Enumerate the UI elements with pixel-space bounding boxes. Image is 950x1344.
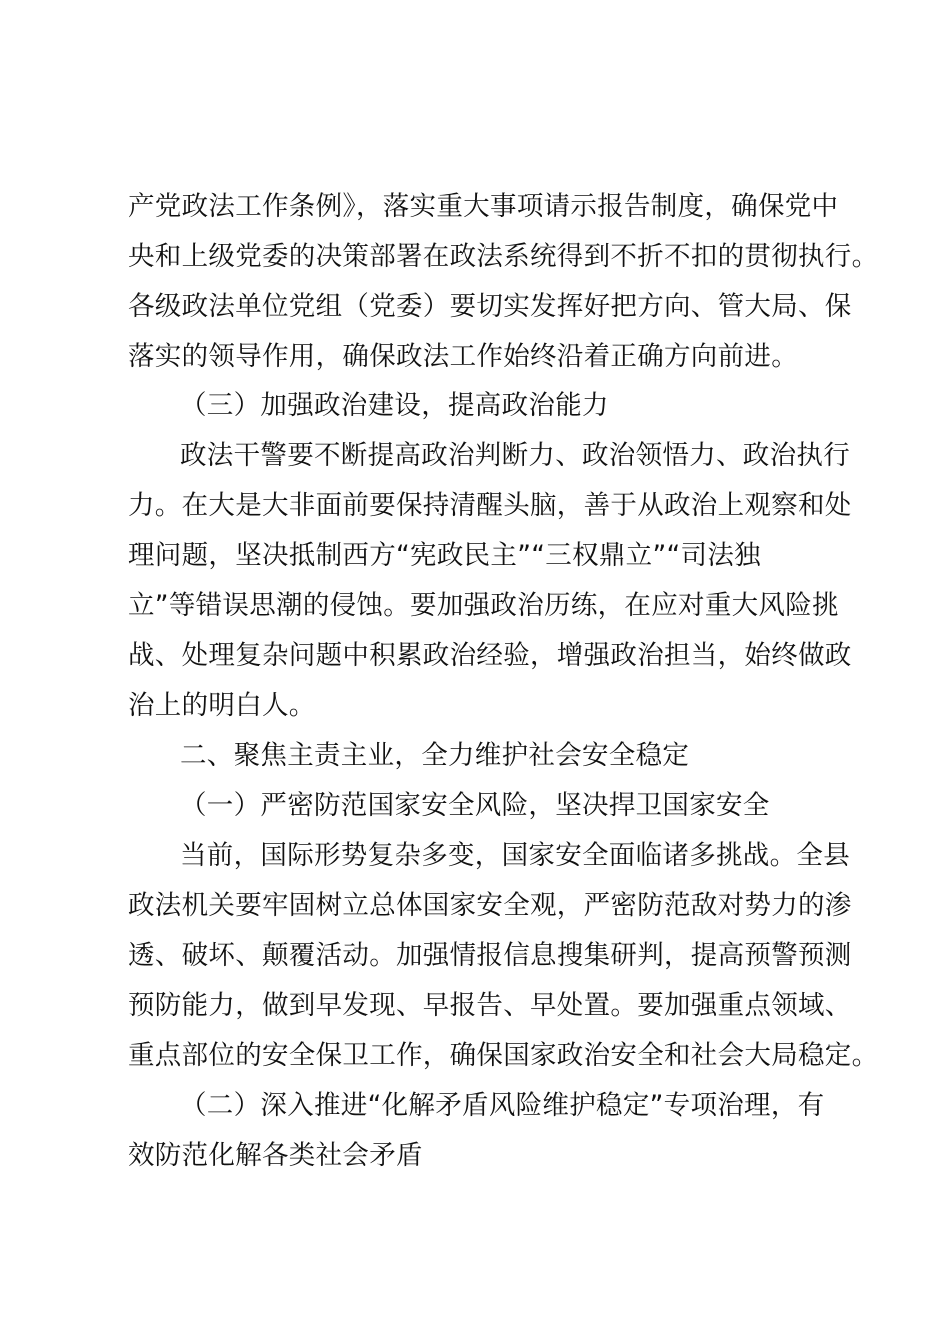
text-line: 力。在大是大非面前要保持清醒头脑，善于从政治上观察和处 [128,490,852,521]
text-line: 政法机关要牢固树立总体国家安全观，严密防范敌对势力的渗 [128,890,852,921]
section-heading: （二）深入推进“化解矛盾风险维护稳定”专项治理，有 [180,1090,825,1121]
text-line: 央和上级党委的决策部署在政法系统得到不折不扣的贯彻执行。 [128,241,879,272]
text-line: 治上的明白人。 [128,690,316,721]
text-line: 产党政法工作条例》，落实重大事项请示报告制度，确保党中 [128,191,839,222]
text-line: 政法干警要不断提高政治判断力、政治领悟力、政治执行 [180,440,850,471]
text-line: 透、破坏、颠覆活动。加强情报信息搜集研判，提高预警预测 [128,940,852,971]
section-heading: （三）加强政治建设，提高政治能力 [180,390,609,421]
text-line: 效防范化解各类社会矛盾 [128,1140,423,1171]
text-line: 预防能力，做到早发现、早报告、早处置。要加强重点领域、 [128,990,852,1021]
text-line: 当前，国际形势复杂多变，国家安全面临诸多挑战。全县 [180,840,850,871]
text-line: 各级政法单位党组（党委）要切实发挥好把方向、管大局、保 [128,291,852,322]
text-line: 落实的领导作用，确保政法工作始终沿着正确方向前进。 [128,341,798,372]
text-line: 重点部位的安全保卫工作，确保国家政治安全和社会大局稳定。 [128,1040,879,1071]
text-line: 立”等错误思潮的侵蚀。要加强政治历练，在应对重大风险挑 [128,590,839,621]
text-line: 战、处理复杂问题中积累政治经验，增强政治担当，始终做政 [128,640,852,671]
text-line: 理问题，坚决抵制西方“宪政民主”“三权鼎立”“司法独 [128,540,761,571]
chapter-heading: 二、聚焦主责主业，全力维护社会安全稳定 [180,740,690,771]
section-heading: （一）严密防范国家安全风险，坚决捍卫国家安全 [180,790,770,821]
